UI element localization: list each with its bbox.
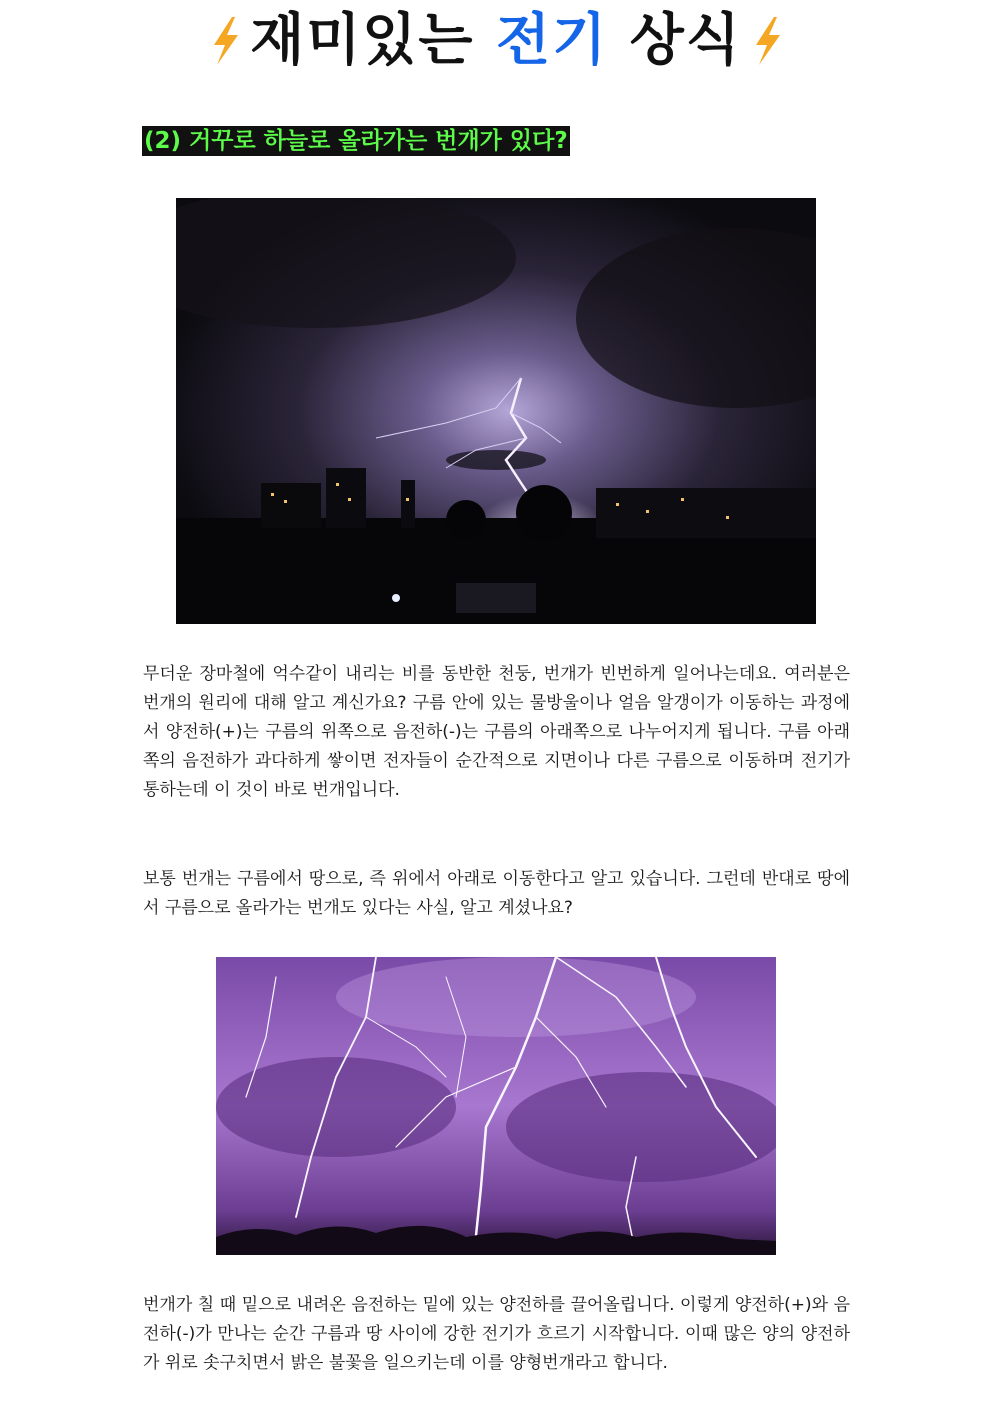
page-header xyxy=(0,6,992,76)
section-heading: (2) 거꾸로 하늘로 올라가는 번개가 있다? xyxy=(144,128,568,154)
paragraph-lightning-principle: 무더운 장마철에 억수같이 내리는 비를 동반한 천둥, 번개가 빈번하게 일어나는데요. 여러분은 번개의 원리에 대해 알고 계신가요? 구름 안에 있는 물방울이나 얼음 알갱이가 이동하는 과정에서 양전하(+)는 구름의 위쪽으로 음전하(-)는 구름의 아래쪽으로 나누어지게 됩니다. 구름 아래쪽의 음전하가 과다하게 쌓이면 전자들이 순간적으로 지면이나 다른 구름으로 이동하며 전기가 통하는데 이 것이 바로 번개입니다. xyxy=(143,664,850,800)
page-title xyxy=(250,9,742,73)
night-city-lightning-photo xyxy=(176,198,816,624)
lightning-bolt-icon xyxy=(208,15,242,67)
title-part-electricity: 전기 xyxy=(495,8,609,73)
paragraph-positive-lightning: 번개가 칠 때 밑으로 내려온 음전하는 밑에 있는 양전하를 끌어올립니다. 이렇게 양전하(+)와 음전하(-)가 만나는 순간 구름과 땅 사이에 강한 전기가 흐르기 시작합니다. 이때 많은 양의 양전하가 위로 솟구치면서 밝은 불꽃을 일으키는데 이를 양형번개라고 합니다. xyxy=(143,1295,850,1373)
title-part-knowledge: 상식 xyxy=(629,8,742,73)
lightning-bolt-icon xyxy=(750,15,784,67)
paragraph-lightning-direction: 보통 번개는 구름에서 땅으로, 즉 위에서 아래로 이동한다고 알고 있습니다. 그런데 반대로 땅에서 구름으로 올라가는 번개도 있다는 사실, 알고 계셨나요? xyxy=(143,869,850,918)
purple-lightning-storm-photo xyxy=(216,957,776,1255)
title-part-fun: 재미있는 xyxy=(250,8,475,73)
